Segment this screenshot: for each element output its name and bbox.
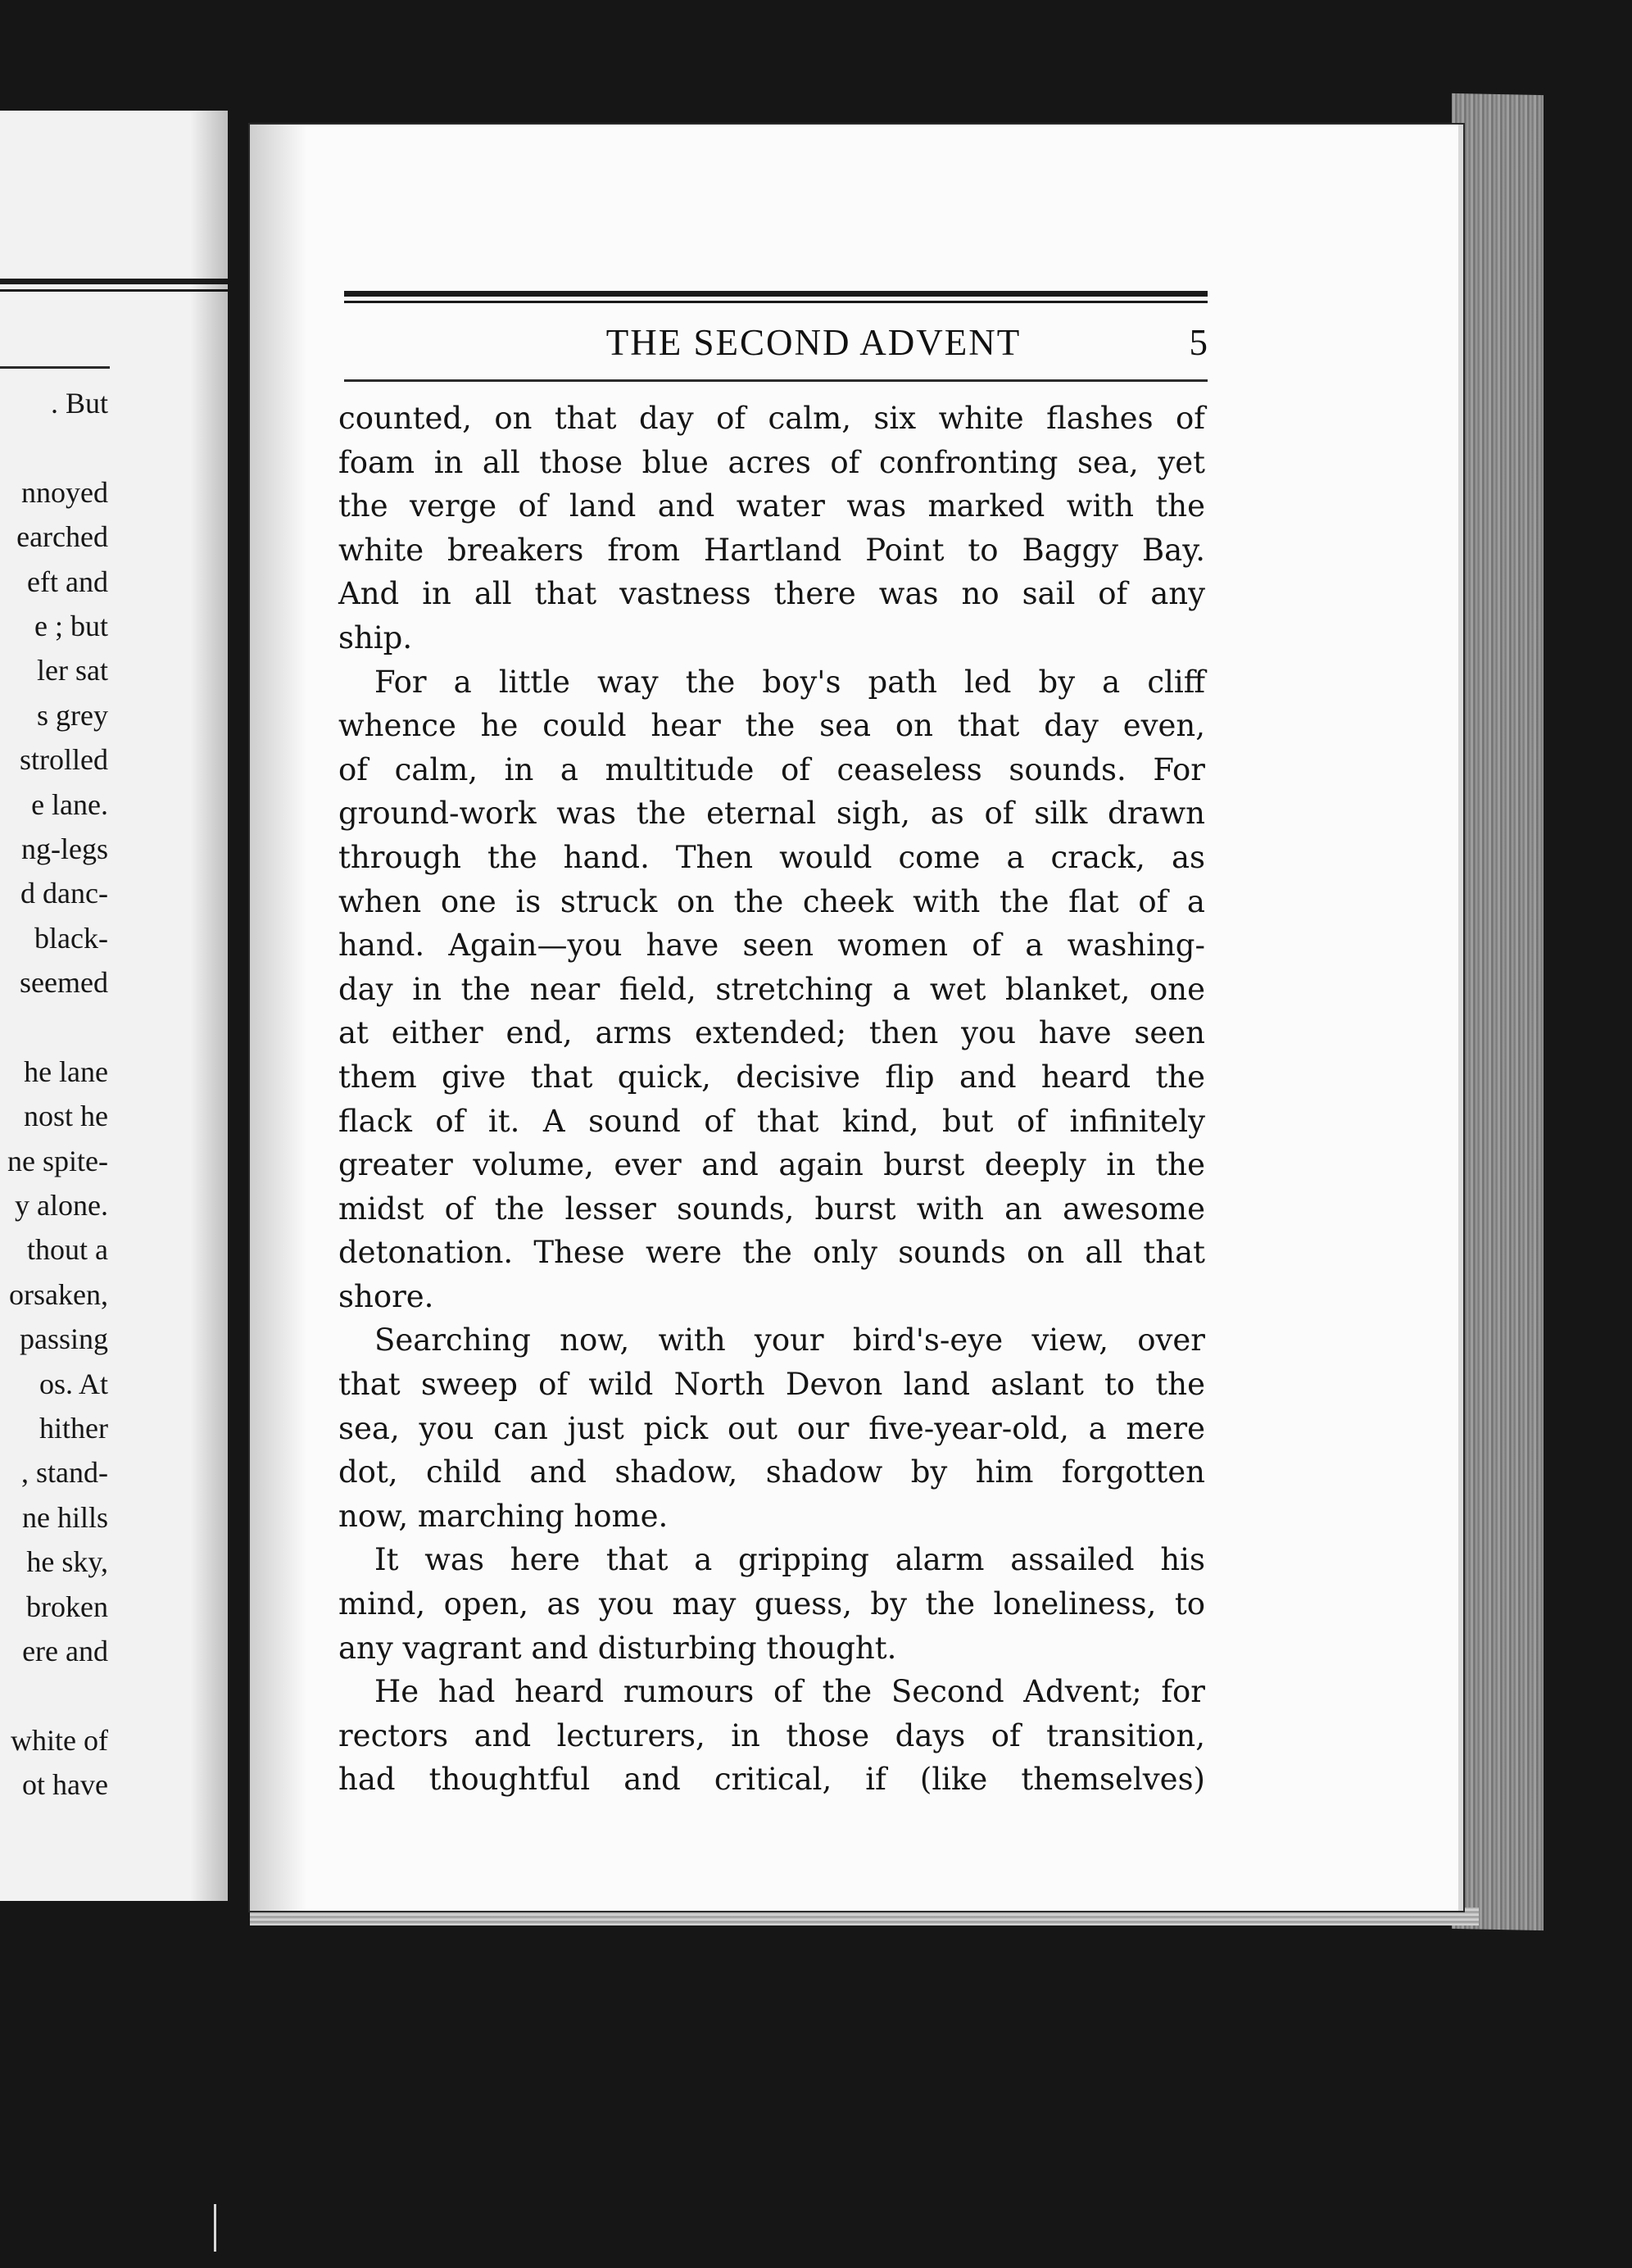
left-page-line: . But [50,387,108,420]
gutter-shadow [190,111,228,1901]
body-line: For a little way the boy's path led by a cliff [374,664,1205,700]
left-page-line [0,1673,108,1717]
body-line: flack of it. A sound of that kind, but of infinitely [338,1103,1205,1139]
left-page-line: ng-legs [21,832,108,865]
left-page-text [0,381,108,1808]
body-line: Searching now, with your bird's-eye view, over [374,1322,1205,1359]
left-page-line: ler sat [37,654,108,687]
facing-page-left [0,111,228,1901]
left-page-line: white of [11,1723,108,1757]
left-page-line: eft and [27,565,108,598]
body-line: had thoughtful and critical, if (like themselves) [338,1762,1205,1798]
left-page-line: nnoyed [21,475,108,509]
header-rule-bottom [344,379,1208,382]
body-line: ship. [338,619,413,655]
running-head [344,318,1208,367]
header-rule-thick [344,291,1208,297]
left-page-line: hither [39,1411,108,1445]
body-line: foam in all those blue acres of confronting sea, yet [338,444,1205,480]
left-rule-under-header [0,366,110,369]
body-line: at either end, arms extended; then you have seen [338,1015,1205,1051]
left-page-line: broken [26,1590,108,1623]
left-page-line: e lane. [31,787,108,821]
left-page-line: ot have [22,1768,108,1802]
body-line: counted, on that day of calm, six white flashes of [338,401,1205,436]
left-page-line: he sky, [26,1545,108,1579]
body-line: detonation. These were the only sounds on all that [338,1235,1205,1271]
body-line: them give that quick, decisive flip and heard the [338,1059,1205,1095]
left-page-line: s grey [37,698,108,732]
body-line: hand. Again—you have seen women of a washing- [338,928,1205,964]
binding-shadow [250,125,307,1911]
body-line: And in all that vastness there was no sail of any [338,576,1205,612]
left-page-line: , stand- [21,1456,108,1490]
body-line: of calm, in a multitude of ceaseless sounds. For [338,751,1205,787]
body-line: when one is struck on the cheek with the flat of a [338,883,1205,919]
left-page-line: strolled [20,743,108,777]
left-page-line: orsaken, [9,1277,108,1311]
body-line: shore. [338,1278,434,1314]
left-page-line: ne hills [22,1500,108,1534]
body-line: It was here that a gripping alarm assailed his [374,1542,1205,1578]
body-line: any vagrant and disturbing thought. [338,1630,897,1666]
body-line: through the hand. Then would come a crack, as [338,839,1205,875]
body-line: rectors and lecturers, in those days of transition, [338,1717,1205,1753]
left-page-line: earched [16,520,108,554]
body-line: that sweep of wild North Devon land aslant to the [338,1367,1205,1403]
body-line: He had heard rumours of the Second Advent; for [374,1674,1205,1710]
body-line: mind, open, as you may guess, by the loneliness, to [338,1586,1205,1622]
scan-edge-mark [214,2204,216,2252]
left-page-line: thout a [27,1233,108,1267]
running-title: THE SECOND ADVENT [605,322,1022,363]
body-line: midst of the lesser sounds, burst with an awesome [338,1191,1205,1227]
left-page-line: nost he [24,1100,108,1133]
left-page-line: os. At [39,1367,108,1400]
body-line: now, marching home. [338,1498,669,1534]
left-page-line: d danc- [20,877,108,910]
left-page-line: seemed [20,966,108,1000]
header-rule-thin [344,301,1208,303]
page-number: 5 [1189,322,1208,363]
left-page-line: y alone. [15,1189,108,1222]
left-page-line: ere and [22,1634,108,1667]
body-line: day in the near field, stretching a wet blanket, one [338,971,1205,1007]
body-line: whence he could hear the sea on that day even, [338,708,1205,744]
body-line: dot, child and shadow, shadow by him forgotten [338,1454,1205,1490]
page-block-edge [1452,93,1544,1930]
body-line: ground-work was the eternal sigh, as of silk drawn [338,796,1205,832]
body-line: the verge of land and water was marked with the [338,488,1205,524]
body-text [338,397,1205,1802]
left-page-line: passing [20,1322,108,1356]
left-page-line: ne spite- [7,1144,108,1177]
left-page-line: he lane [24,1055,108,1088]
body-line: white breakers from Hartland Point to Baggy Bay. [338,532,1205,568]
left-page-line: e ; but [34,609,108,642]
left-page-line: black- [34,921,108,955]
left-page-line [0,425,108,469]
body-line: sea, you can just pick out our five-year-old, a mere [338,1410,1205,1446]
body-line: greater volume, ever and again burst deeply in the [338,1147,1205,1183]
left-page-line [0,1005,108,1049]
